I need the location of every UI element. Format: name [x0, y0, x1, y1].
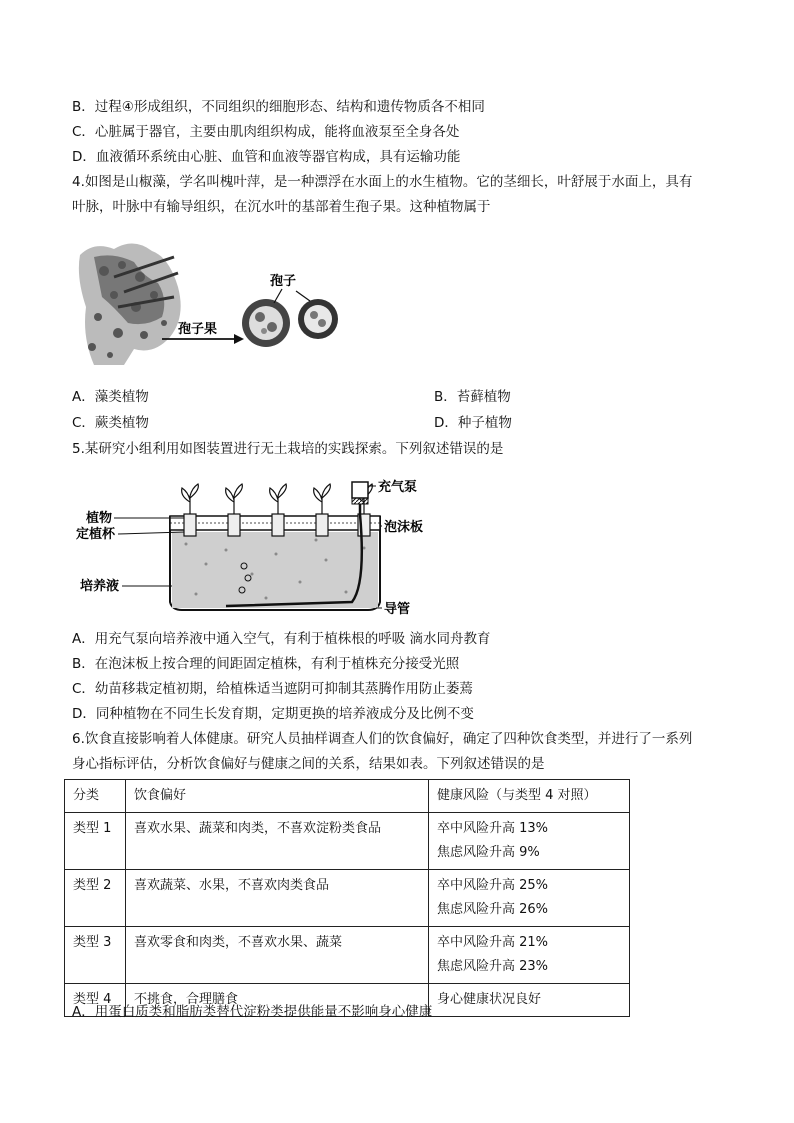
risk-line: 卒中风险升高 13%	[437, 821, 549, 836]
table-header: 健康风险（与类型 4 对照）	[429, 780, 630, 813]
q4-option-c: C．蕨类植物	[72, 415, 149, 431]
salvinia-figure	[74, 237, 374, 367]
table-cell-pref: 不挑食，合理膳食	[126, 984, 429, 1017]
q3-option-c: C．心脏属于器官，主要由肌肉组织构成，能将血液泵至全身各处	[72, 124, 460, 140]
label-tube: 导管	[384, 602, 411, 617]
table-header-row	[65, 780, 630, 813]
table-cell-risk	[429, 870, 630, 927]
spore-fruit-1	[242, 299, 290, 347]
risk-line: 卒中风险升高 21%	[437, 935, 549, 950]
table-cell-pref: 喜欢蔬菜、水果，不喜欢肉类食品	[126, 870, 429, 927]
table-header: 分类	[65, 780, 126, 813]
label-solution: 培养液	[80, 579, 120, 594]
label-plant: 植物	[86, 511, 113, 526]
table-cell-type: 类型 2	[65, 870, 126, 927]
q5-stem: 5.某研究小组利用如图装置进行无土栽培的实践探索。下列叙述错误的是	[72, 441, 504, 457]
q4-stem-line2: 叶脉，叶脉中有输导组织，在沉水叶的基部着生孢子果。这种植物属于	[72, 199, 491, 215]
table-cell-pref: 喜欢水果、蔬菜和肉类，不喜欢淀粉类食品	[126, 813, 429, 870]
table-cell-risk	[429, 927, 630, 984]
table-cell-risk	[429, 813, 630, 870]
spore-fruit-2	[298, 299, 338, 339]
q6-option-a: A．用蛋白质类和脂肪类替代淀粉类提供能量不影响身心健康	[72, 1004, 433, 1020]
q6-stem-line1: 6.饮食直接影响着人体健康。研究人员抽样调查人们的饮食偏好，确定了四种饮食类型，并进行了一系列	[72, 731, 693, 747]
q6-stem-line2: 身心指标评估，分析饮食偏好与健康之间的关系，结果如表。下列叙述错误的是	[72, 756, 545, 772]
label-foam: 泡沫板	[384, 520, 424, 535]
q4-stem-line1: 4.如图是山椒藻，学名叫槐叶萍，是一种漂浮在水面上的水生植物。它的茎细长，叶舒展于水面上，具有	[72, 174, 693, 190]
risk-line: 焦虑风险升高 26%	[437, 902, 549, 917]
table-header: 饮食偏好	[126, 780, 429, 813]
air-pump	[352, 482, 368, 498]
q4-option-b: B．苔藓植物	[434, 389, 511, 405]
plant-body	[79, 243, 181, 365]
table-row	[65, 870, 630, 927]
q3-option-b: B．过程④形成组织，不同组织的细胞形态、结构和遗传物质各不相同	[72, 99, 485, 115]
q4-option-a: A．藻类植物	[72, 389, 149, 405]
q3-option-d: D．血液循环系统由心脏、血管和血液等器官构成，具有运输功能	[72, 149, 461, 165]
risk-line: 卒中风险升高 25%	[437, 878, 549, 893]
label-spore: 孢子	[270, 274, 297, 289]
q5-option-b: B．在泡沫板上按合理的间距固定植株，有利于植株充分接受光照	[72, 656, 460, 672]
spore-pointer-1	[274, 289, 282, 303]
label-spore-fruit: 孢子果	[178, 322, 218, 337]
risk-line: 身心健康状况良好	[437, 992, 542, 1007]
table-cell-risk	[429, 984, 630, 1017]
nutrient-solution	[172, 532, 378, 608]
spore-pointer-2	[296, 291, 310, 301]
label-pump: 充气泵	[378, 480, 418, 495]
table-cell-pref: 喜欢零食和肉类，不喜欢水果、蔬菜	[126, 927, 429, 984]
q4-option-d: D．种子植物	[434, 415, 512, 431]
table-row	[65, 813, 630, 870]
q5-option-a: A．用充气泵向培养液中通入空气，有利于植株根的呼吸 滴水同舟教育	[72, 631, 491, 647]
risk-line: 焦虑风险升高 23%	[437, 959, 549, 974]
table-cell-type: 类型 4	[65, 984, 126, 1017]
q5-option-d: D．同种植物在不同生长发育期，定期更换的培养液成分及比例不变	[72, 706, 474, 722]
table-cell-type: 类型 1	[65, 813, 126, 870]
table-cell-type: 类型 3	[65, 927, 126, 984]
q5-option-c: C．幼苗移栽定植初期，给植株适当遮阴可抑制其蒸腾作用防止萎蔫	[72, 681, 473, 697]
table-row	[65, 927, 630, 984]
risk-line: 焦虑风险升高 9%	[437, 845, 540, 860]
hydroponics-figure	[76, 474, 436, 620]
diet-table	[64, 779, 630, 1017]
label-cup: 定植杯	[76, 527, 116, 542]
arrow-head-icon	[234, 334, 244, 344]
